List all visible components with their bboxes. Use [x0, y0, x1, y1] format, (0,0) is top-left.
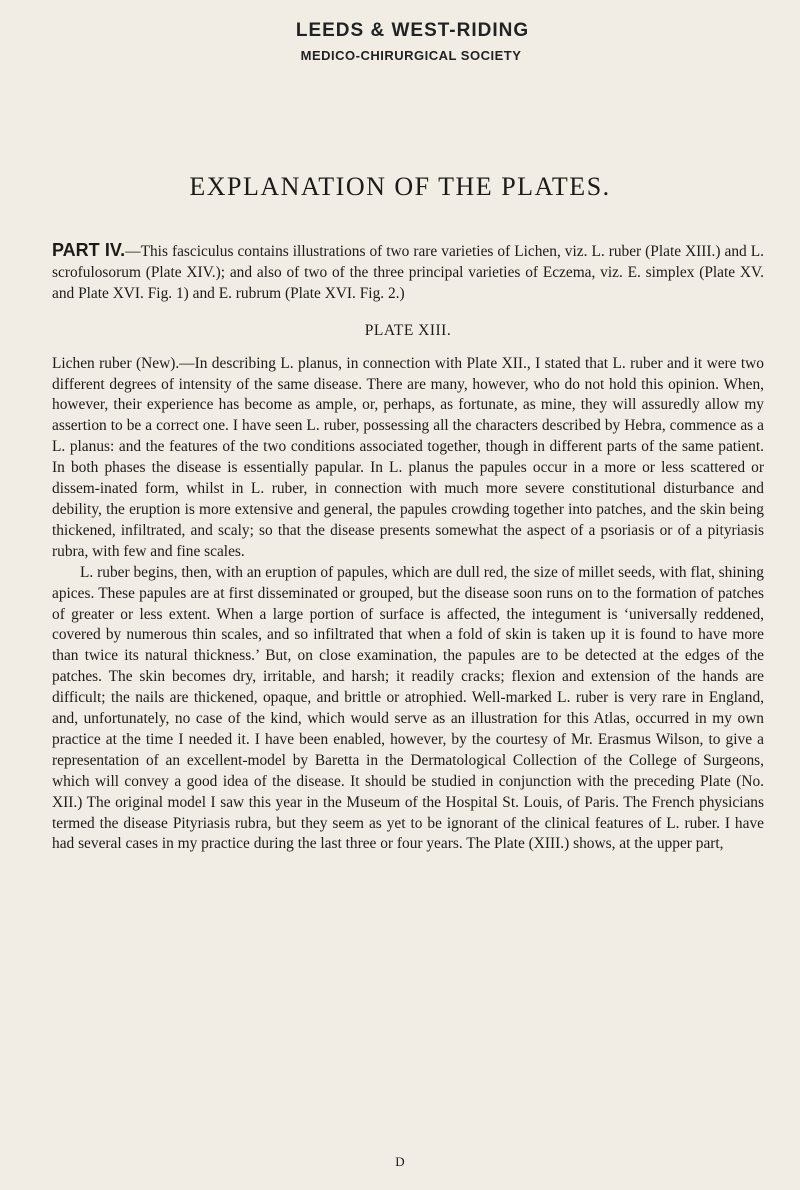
page-body	[52, 240, 764, 855]
body-paragraph-2: L. ruber begins, then, with an eruption of papules, which are dull red, the size of millet seeds, with flat, shining apices. These papules are at first disseminated or grouped, but the disease soon runs on to the formation of patches of greater or less extent. When a large portion of surface is affected, the integument is ‘universally reddened, covered by numerous thin scales, and so infiltrated that when a fold of skin is taken up it is found to have more than twice its natural thickness.’ But, on close examination, the papules are to be detected at the edges of the patches. The skin becomes dry, irritable, and harsh; it readily cracks; flexion and extension of the hands are difficult; the nails are thickened, opaque, and brittle or atrophied. Well-marked L. ruber is very rare in England, and, unfortunately, no case of the kind, which would serve as an illustration for this Atlas, occurred in my own practice at the time I needed it. I have been enabled, however, by the courtesy of Mr. Erasmus Wilson, to give a representation of an excellent-model by Baretta in the Dermatological Collection of the College of Surgeons, which will convey a good idea of the disease. It should be studied in conjunction with the preceding Plate (No. XII.) The original model I saw this year in the Museum of the Hospital St. Louis, of Paris. The French physicians termed the disease Pityriasis rubra, but they seem as yet to be ignorant of the clinical features of L. ruber. I have had several cases in my practice during the last three or four years. The Plate (XIII.) shows, at the upper part,	[52, 563, 764, 853]
page-title: EXPLANATION OF THE PLATES.	[189, 172, 611, 201]
part-label: PART IV.	[52, 240, 126, 260]
body-paragraph-1: Lichen ruber (New).—In describing L. planus, in connection with Plate XII., I stated that L. ruber and it were two different degrees of intensity of the same disease. There are many, however, who do not hold this opinion. When, however, their experience has become as ample, or, perhaps, as fortunate, as mine, they will assuredly allow my assertion to be a correct one. I have seen L. ruber, possessing all the characters described by Hebra, commence as a L. planus: and the features of the two conditions associated together, though in different parts of the same patient. In both phases the disease is essentially papular. In L. planus the papules occur in a more or less scattered or dissem-inated form, whilst in L. ruber, in connection with much more severe constitutional disturbance and debility, the eruption is more extensive and general, the papules crowding together into patches, and the skin being thickened, infiltrated, and scaly; so that the disease presents somewhat the aspect of a psoriasis or of a pityriasis rubra, with few and fine scales.	[52, 354, 764, 560]
plate-heading: PLATE XIII.	[364, 321, 452, 339]
stamp-line-1: LEEDS & WEST-RIDING	[295, 20, 530, 41]
library-stamp	[0, 20, 800, 63]
stamp-line-2: MEDICO-CHIRURGICAL SOCIETY	[300, 48, 522, 63]
signature-mark: D	[395, 1154, 405, 1169]
part-intro-text: —This fasciculus contains illustrations of two rare varieties of Lichen, viz. L. ruber (Plate XIII.) and L. scrofulosorum (Plate XIV.); and also of two of the three principal varieties of Eczema, viz. E. simplex (Plate XV. and Plate XVI. Fig. 1) and E. rubrum (Plate XVI. Fig. 2.)	[52, 243, 765, 302]
part-intro-paragraph	[52, 240, 764, 305]
